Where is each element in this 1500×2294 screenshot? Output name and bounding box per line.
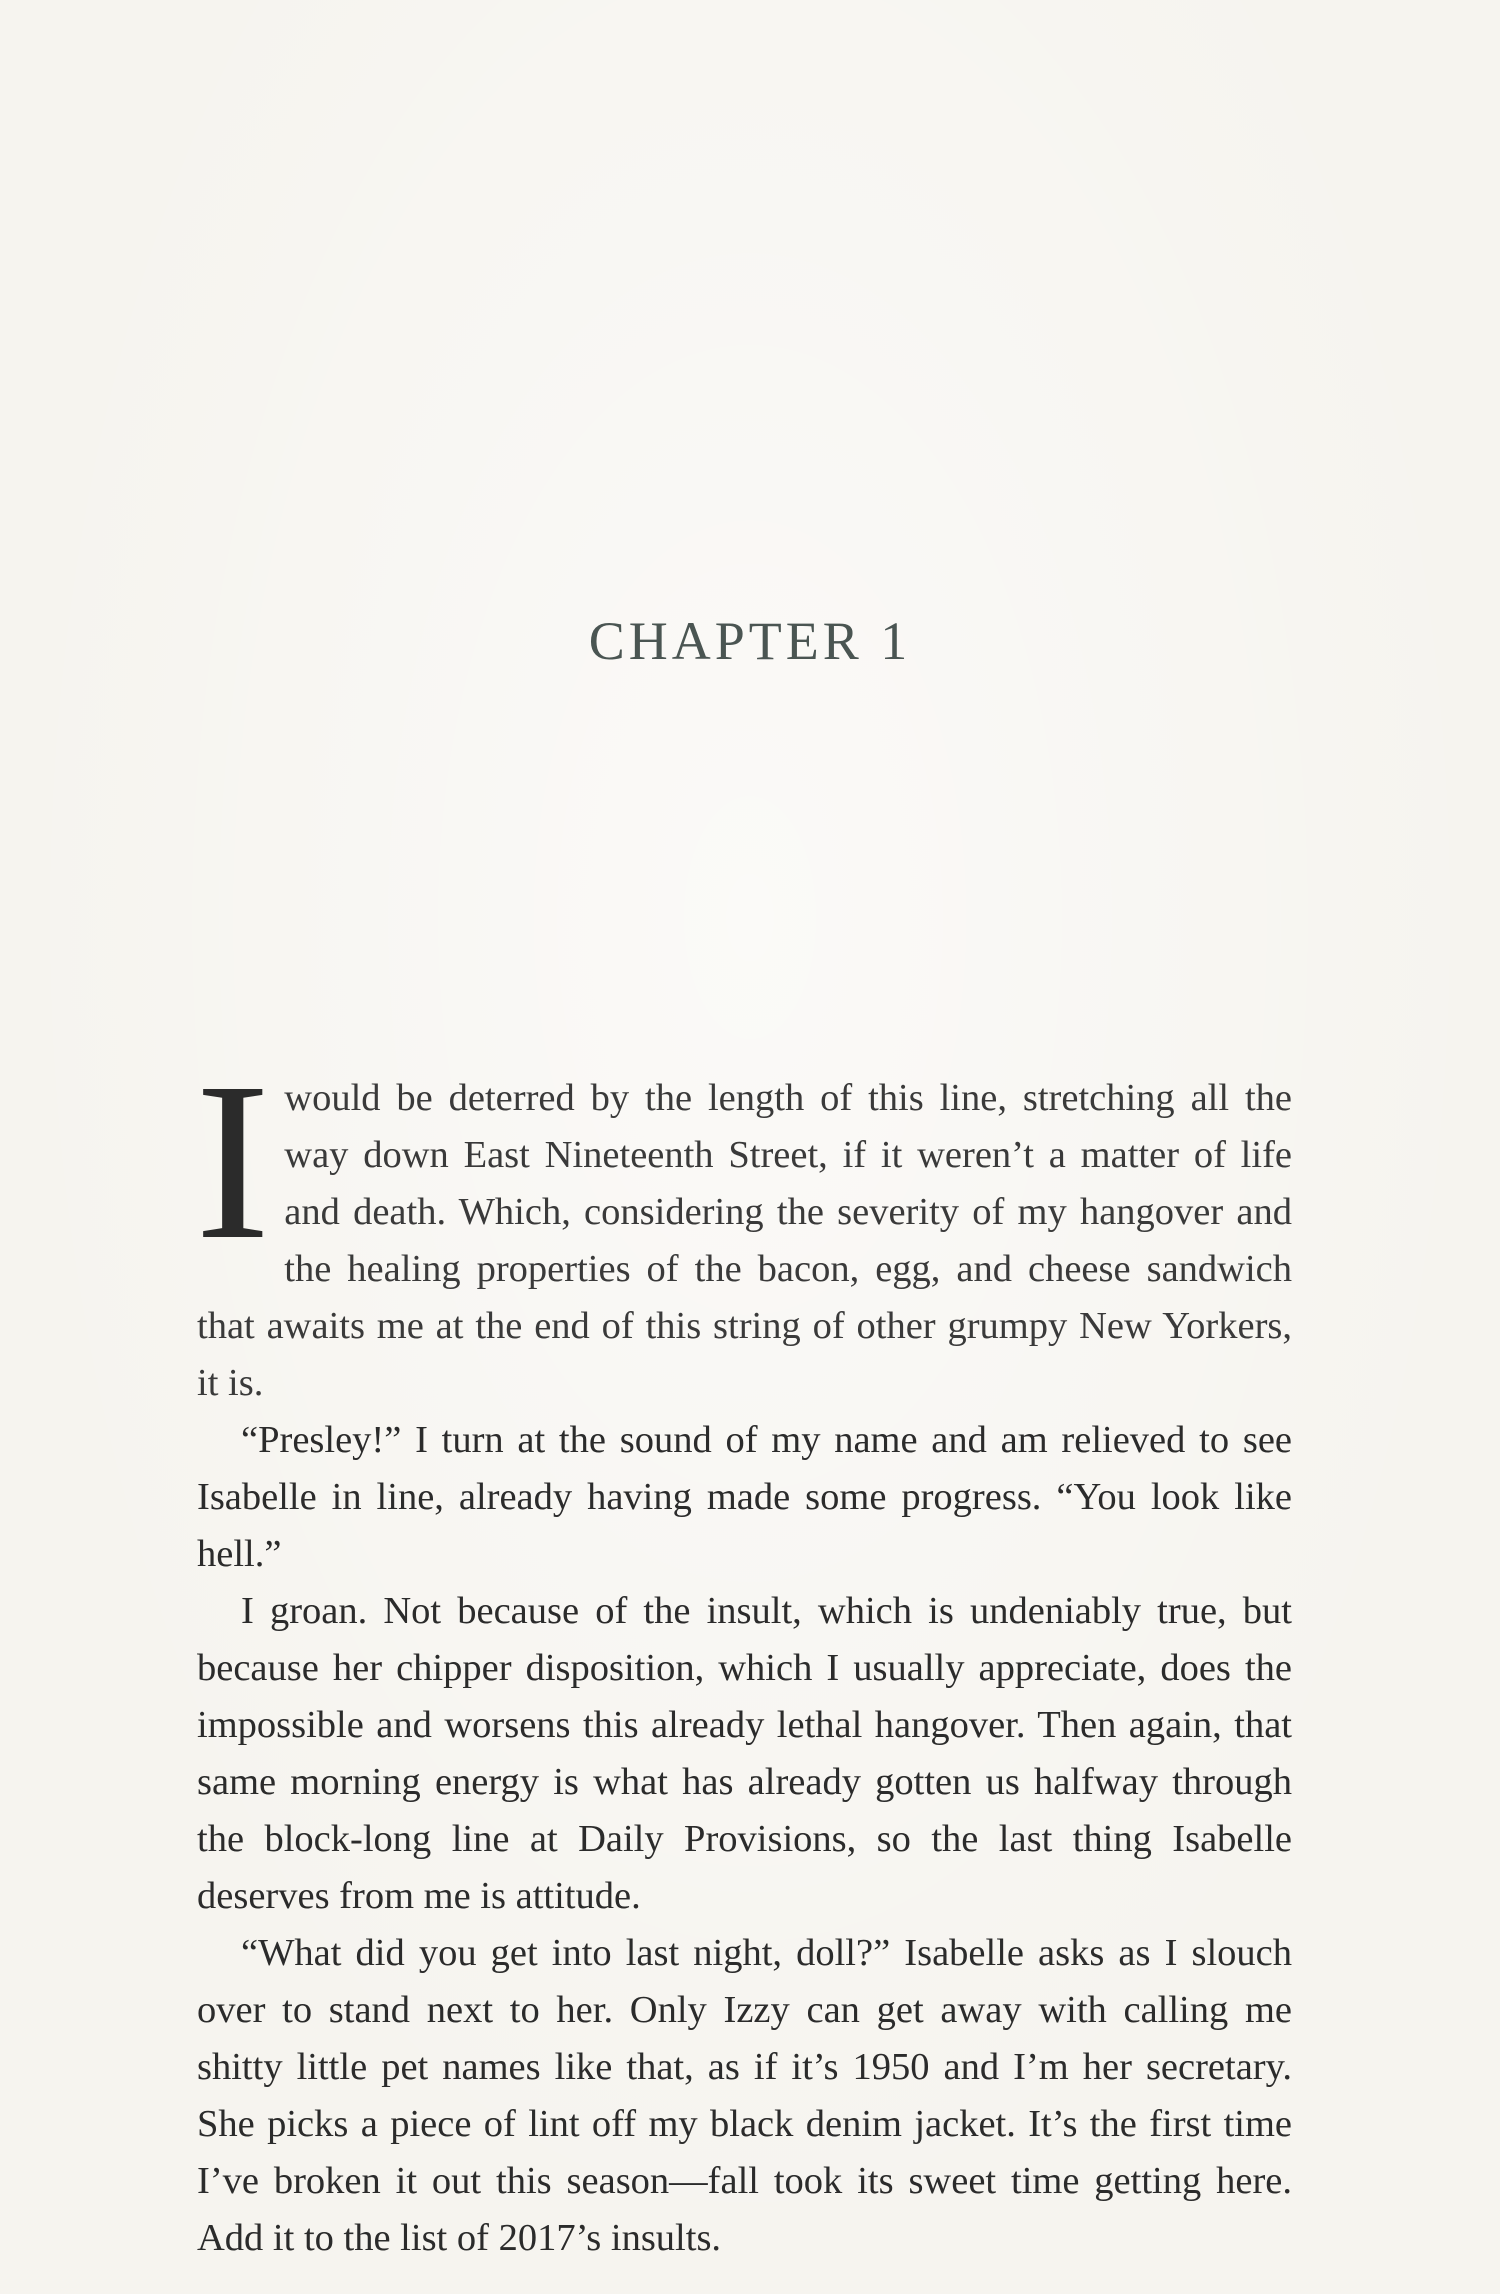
paragraph-2: “Presley!” I turn at the sound of my name and am relieved to see Isabelle in line, already having made some progress. “You look like hell.”	[197, 1419, 1292, 1575]
paragraph-1-text: would be deterred by the length of this line, stretching all the way down East Nineteenth Street, if it weren’t a matter of life and death. Which, considering the severity of my hangover and the healing properties of the bacon, egg, and cheese sandwich that awaits me at the end of this string of other grumpy New Yorkers, it is.	[197, 1077, 1292, 1404]
drop-cap: I	[195, 1036, 271, 1286]
paragraph-4: “What did you get into last night, doll?” Isabelle asks as I slouch over to stand next to her. Only Izzy can get away with calling me shitty little pet names like that, as if it’s 1950 and I’m her secretary. She picks a piece of lint off my black denim jacket. It’s the first time I’ve broken it out this season—fall took its sweet time getting here. Add it to the list of 2017’s insults.	[197, 1932, 1292, 2259]
chapter-title: CHAPTER 1	[588, 611, 912, 671]
paragraph-3: I groan. Not because of the insult, which is undeniably true, but because her chipper disposition, which I usually appreciate, does the impossible and worsens this already lethal hangover. Then again, that same morning energy is what has already gotten us halfway through the block-long line at Daily Provisions, so the last thing Isabelle deserves from me is attitude.	[197, 1590, 1292, 1917]
chapter-body	[195, 1036, 1292, 2267]
paragraph-1	[195, 1036, 1292, 1412]
